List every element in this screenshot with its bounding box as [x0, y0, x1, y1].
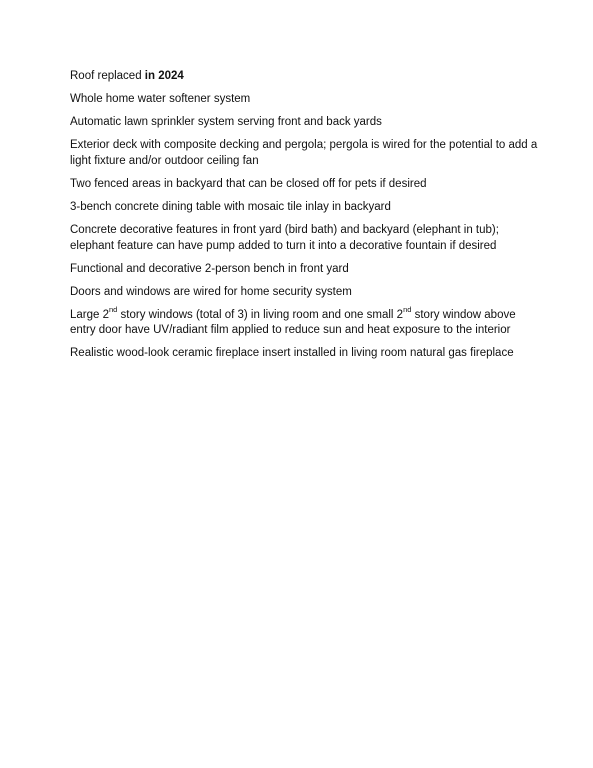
list-item-bench: Functional and decorative 2-person bench in front yard: [70, 262, 349, 275]
list-item-concrete-features: Concrete decorative features in front yard (bird bath) and backyard (elephant in tub); elephant feature can have pump added to turn it into a decorative fountain if desired: [70, 224, 499, 252]
list-item-windows: [70, 305, 540, 339]
roof-year: in 2024: [144, 70, 184, 82]
windows-text-3: story window above entry door have UV/radiant film applied to reduce sun and heat exposure to the interior: [70, 308, 516, 337]
feature-list: [70, 69, 540, 370]
list-item-fireplace: Realistic wood-look ceramic fireplace insert installed in living room natural gas fireplace: [70, 347, 514, 360]
list-item-dining-table: 3-bench concrete dining table with mosaic tile inlay in backyard: [70, 200, 391, 213]
list-item-sprinkler: Automatic lawn sprinkler system serving front and back yards: [70, 116, 382, 129]
list-item-deck: Exterior deck with composite decking and pergola; pergola is wired for the potential to add a light fixture and/or outdoor ceiling fan: [70, 139, 538, 167]
windows-sup-2: nd: [403, 305, 412, 315]
list-item-security: Doors and windows are wired for home security system: [70, 285, 352, 298]
roof-text: Roof replaced: [70, 70, 145, 82]
list-item-fenced-areas: Two fenced areas in backyard that can be closed off for pets if desired: [70, 177, 427, 190]
windows-sup-1: nd: [109, 305, 118, 315]
windows-text-1: Large 2: [70, 308, 110, 321]
list-item-water-softener: Whole home water softener system: [70, 93, 251, 106]
windows-text-2: story windows (total of 3) in living room and one small 2: [117, 308, 404, 321]
list-item-roof: [70, 69, 540, 85]
